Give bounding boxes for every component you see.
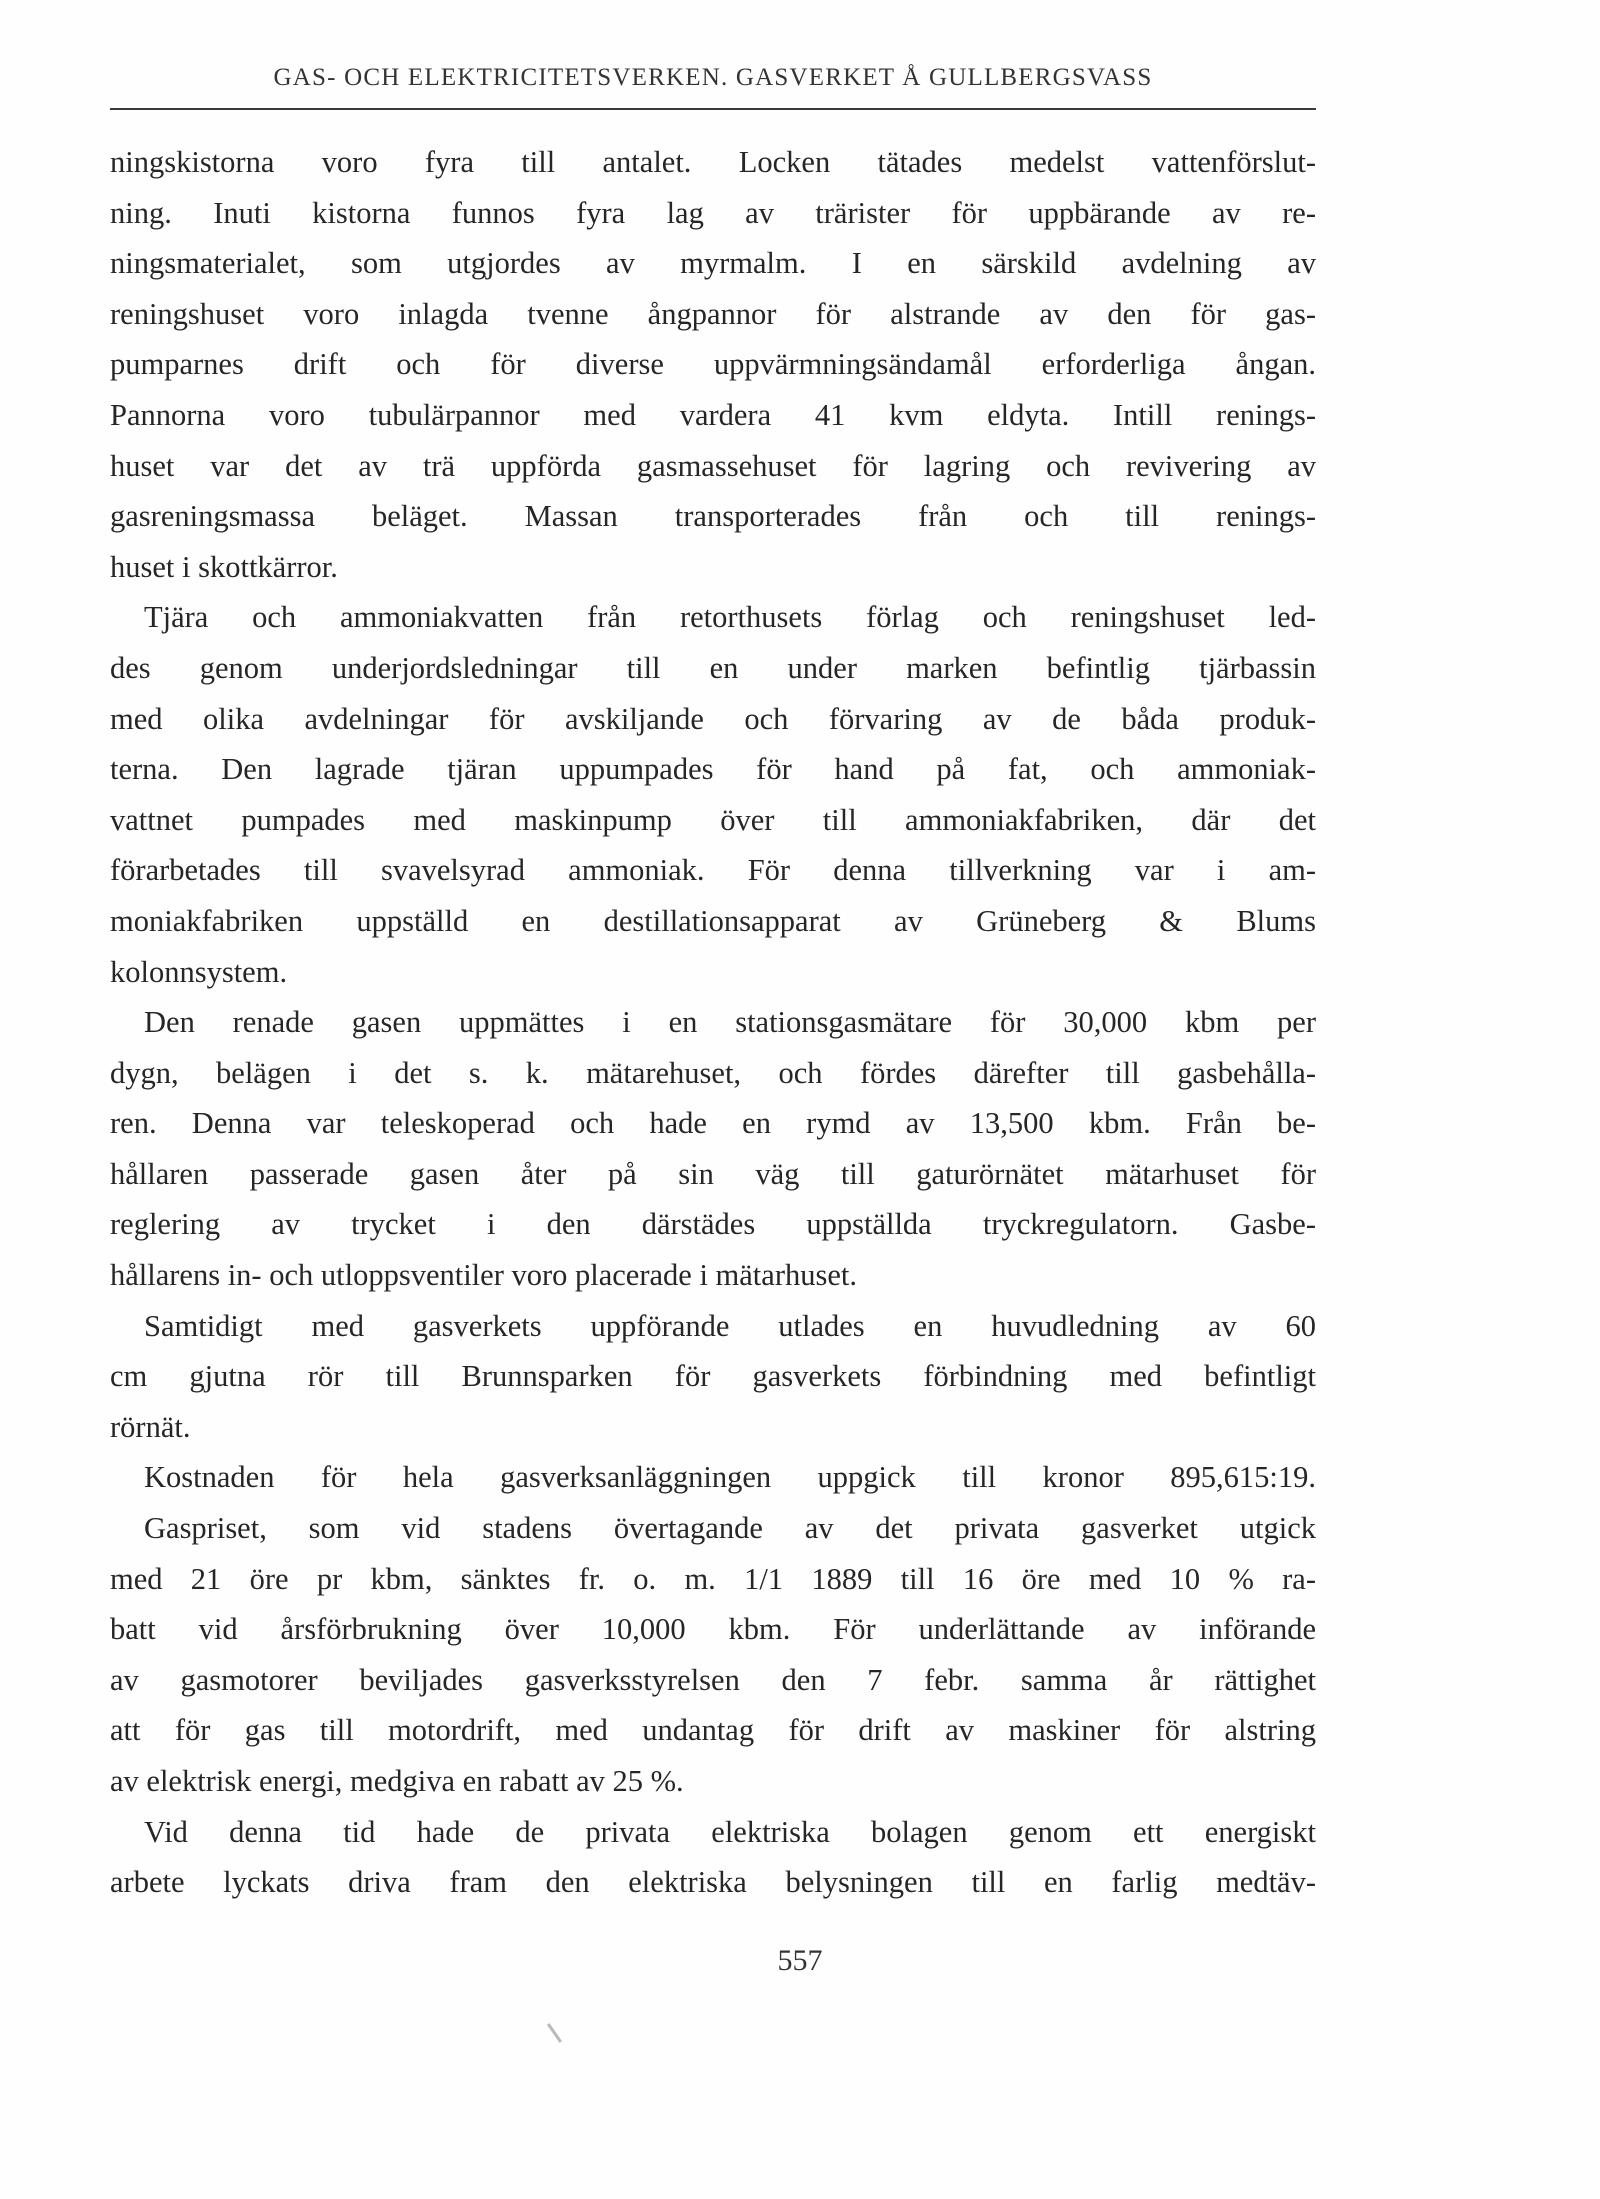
paragraph-7 bbox=[110, 1807, 1316, 1908]
text-line: dygn, belägen i det s. k. mätarehuset, och fördes därefter till gasbehålla- bbox=[110, 1055, 1316, 1090]
text-line: batt vid årsförbrukning över 10,000 kbm. För underlättande av införande bbox=[110, 1612, 1316, 1647]
text-line: huset var det av trä uppförda gasmassehuset för lagring och revivering av bbox=[110, 448, 1316, 483]
text-line: Samtidigt med gasverkets uppförande utlades en huvudledning av 60 bbox=[144, 1308, 1316, 1343]
text-line: gasreningsmassa beläget. Massan transporterades från och till renings- bbox=[110, 499, 1316, 534]
text-line: arbete lyckats driva fram den elektriska belysningen till en farlig medtäv- bbox=[110, 1865, 1316, 1900]
paragraph-4 bbox=[110, 1301, 1316, 1453]
text-line: ning. Inuti kistorna funnos fyra lag av trärister för uppbärande av re- bbox=[110, 195, 1316, 230]
text-line: rörnät. bbox=[110, 1409, 191, 1444]
scan-speck bbox=[547, 2023, 562, 2043]
text-line: ren. Denna var teleskoperad och hade en rymd av 13,500 kbm. Från be- bbox=[110, 1106, 1316, 1141]
paragraph-3 bbox=[110, 997, 1316, 1301]
text-line: des genom underjordsledningar till en under marken befintlig tjärbassin bbox=[110, 650, 1316, 685]
text-line: hållaren passerade gasen åter på sin väg till gaturörnätet mätarhuset för bbox=[110, 1156, 1316, 1191]
text-line: Gaspriset, som vid stadens övertagande av det privata gasverket utgick bbox=[144, 1511, 1316, 1546]
text-line: vattnet pumpades med maskinpump över till ammoniakfabriken, där det bbox=[110, 802, 1316, 837]
header-rule bbox=[110, 108, 1316, 110]
text-line: Tjära och ammoniakvatten från retorthusets förlag och reningshuset led- bbox=[144, 600, 1316, 635]
text-line: förarbetades till svavelsyrad ammoniak. För denna tillverkning var i am- bbox=[110, 853, 1316, 888]
text-line: ningskistorna voro fyra till antalet. Locken tätades medelst vattenförslut- bbox=[110, 145, 1316, 179]
text-line: ningsmaterialet, som utgjordes av myrmalm. I en särskild avdelning av bbox=[110, 246, 1316, 281]
text-line: att för gas till motordrift, med undantag för drift av maskiner för alstring bbox=[110, 1713, 1316, 1748]
running-header: GAS- OCH ELEKTRICITETSVERKEN. GASVERKET Å GULLBERGSVASS bbox=[273, 64, 1153, 91]
text-line: terna. Den lagrade tjäran uppumpades för hand på fat, och ammoniak- bbox=[110, 752, 1316, 787]
text-line: med olika avdelningar för avskiljande och förvaring av de båda produk- bbox=[110, 701, 1316, 736]
paragraph-5 bbox=[110, 1452, 1316, 1503]
text-line: pumparnes drift och för diverse uppvärmningsändamål erforderliga ångan. bbox=[110, 347, 1316, 382]
paragraph-2 bbox=[110, 592, 1316, 997]
text-line: med 21 öre pr kbm, sänktes fr. o. m. 1/1 1889 till 16 öre med 10 % ra- bbox=[110, 1561, 1316, 1596]
text-line: moniakfabriken uppställd en destillationsapparat av Grüneberg & Blums bbox=[110, 903, 1316, 938]
text-line: Pannorna voro tubulärpannor med vardera 41 kvm eldyta. Intill renings- bbox=[110, 397, 1316, 432]
text-line: reningshuset voro inlagda tvenne ångpannor för alstrande av den för gas- bbox=[110, 296, 1316, 331]
text-line: cm gjutna rör till Brunnsparken för gasverkets förbindning med befintligt bbox=[110, 1359, 1316, 1394]
text-line: huset i skottkärror. bbox=[110, 549, 338, 584]
body-text bbox=[110, 137, 1316, 1908]
page-number: 557 bbox=[777, 1944, 823, 1977]
text-line: kolonnsystem. bbox=[110, 954, 288, 989]
paragraph-1 bbox=[110, 137, 1316, 592]
text-line: hållarens in- och utloppsventiler voro placerade i mätarhuset. bbox=[110, 1258, 857, 1293]
text-line: Vid denna tid hade de privata elektriska bolagen genom ett energiskt bbox=[144, 1814, 1316, 1849]
text-line: av gasmotorer beviljades gasverksstyrelsen den 7 febr. samma år rättighet bbox=[110, 1662, 1316, 1697]
text-line: Den renade gasen uppmättes i en stationsgasmätare för 30,000 kbm per bbox=[144, 1005, 1316, 1040]
text-line: Kostnaden för hela gasverksanläggningen uppgick till kronor 895,615:19. bbox=[144, 1460, 1316, 1495]
text-line: reglering av trycket i den därstädes uppställda tryckregulatorn. Gasbe- bbox=[110, 1207, 1316, 1242]
text-line: av elektrisk energi, medgiva en rabatt av 25 %. bbox=[110, 1764, 684, 1798]
paragraph-6 bbox=[110, 1503, 1316, 1807]
